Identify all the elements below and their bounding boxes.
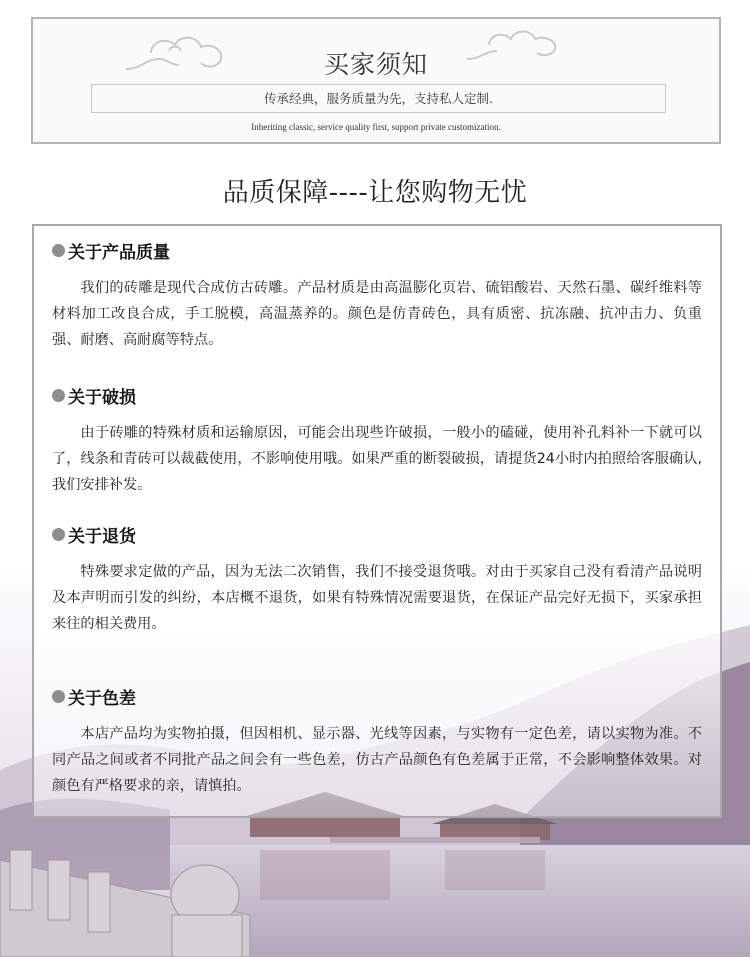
bullet-icon — [52, 244, 65, 257]
notice-damage — [52, 383, 702, 498]
page-title: 买家须知 — [323, 50, 428, 79]
notice-heading: 关于退货 — [68, 527, 136, 547]
bullet-icon — [52, 389, 65, 402]
notice-color-difference — [52, 684, 702, 799]
notice-body: 由于砖雕的特殊材质和运输原因，可能会出现些许破损，一般小的磕碰，使用补孔料补一下就可以了，线条和青砖可以裁截使用，不影响使用哦。如果严重的断裂破损，请提货24小时内拍照给客服确认,我们安排补发。 — [52, 425, 702, 493]
notice-body: 特殊要求定做的产品，因为无法二次销售，我们不接受退货哦。对由于买家自己没有看清产品说明及本声明而引发的纠纷，本店概不退货，如果有特殊情况需要退货，在保证产品完好无损下，买家承担来往的相关费用。 — [52, 564, 702, 632]
notice-heading: 关于破损 — [68, 388, 136, 408]
notice-heading: 关于产品质量 — [68, 243, 170, 263]
notice-quality — [52, 238, 702, 353]
slogan-english: Inheriting classic, service quality first, support private customization. — [251, 122, 501, 132]
notice-body: 本店产品均为实物拍摄，但因相机、显示器、光线等因素，与实物有一定色差，请以实物为准。不同产品之间或者不同批产品之间会有一些色差，仿古产品颜色有色差属于正常，不会影响整体效果。对颜色有严格要求的亲，请慎拍。 — [52, 726, 702, 794]
notice-panel — [32, 224, 722, 818]
bullet-icon — [52, 690, 65, 703]
notice-return — [52, 522, 702, 637]
bullet-icon — [52, 528, 65, 541]
notice-heading: 关于色差 — [68, 689, 136, 709]
section-title: 品质保障----让您购物无忧 — [222, 178, 528, 208]
header-panel — [31, 17, 721, 144]
notice-body: 我们的砖雕是现代合成仿古砖雕。产品材质是由高温膨化页岩、硫铝酸岩、天然石墨、碳纤维料等材料加工改良合成，手工脱模，高温蒸养的。颜色是仿青砖色，具有质密、抗冻融、抗冲击力、负重强、耐磨、高耐腐等特点。 — [52, 280, 702, 348]
slogan-chinese: 传承经典，服务质量为先，支持私人定制. — [91, 84, 666, 113]
